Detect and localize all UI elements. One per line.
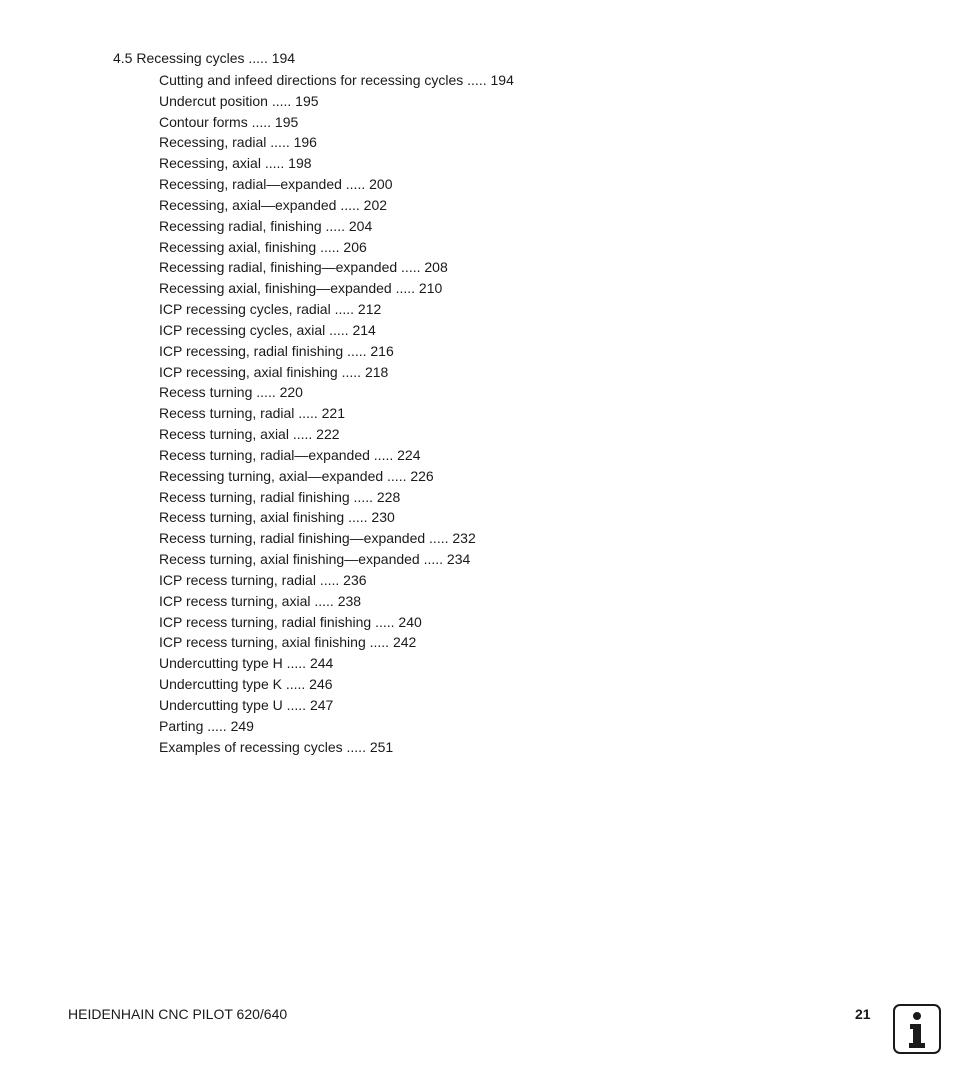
- toc-entry[interactable]: ICP recessing cycles, axial ..... 214: [159, 321, 376, 338]
- toc-entry[interactable]: Recessing, radial—expanded ..... 200: [159, 176, 393, 193]
- toc-entry[interactable]: Undercut position ..... 195: [159, 92, 319, 109]
- toc-entry[interactable]: Recessing axial, finishing—expanded ..... 210: [159, 280, 443, 297]
- toc-entry[interactable]: ICP recess turning, radial ..... 236: [159, 571, 367, 588]
- toc-entry[interactable]: Recessing axial, finishing ..... 206: [159, 238, 367, 255]
- toc-entry-list: [159, 70, 514, 757]
- toc-entry[interactable]: Recessing radial, finishing—expanded ..... 208: [159, 259, 448, 276]
- toc-entry[interactable]: ICP recess turning, radial finishing ..... 240: [159, 613, 422, 630]
- toc-entry[interactable]: Recessing, axial—expanded ..... 202: [159, 196, 388, 213]
- toc-entry[interactable]: Recessing radial, finishing ..... 204: [159, 217, 373, 234]
- toc-entry[interactable]: Recess turning, axial finishing—expanded ..... 234: [159, 551, 471, 568]
- toc-entry[interactable]: Recess turning, radial—expanded ..... 224: [159, 446, 421, 463]
- toc-entry[interactable]: Recessing, radial ..... 196: [159, 134, 317, 151]
- page-number: 21: [855, 1006, 871, 1022]
- toc-entry[interactable]: Recessing turning, axial—expanded ..... 226: [159, 467, 434, 484]
- info-icon: [893, 1004, 941, 1054]
- footer-title: HEIDENHAIN CNC PILOT 620/640: [68, 1006, 288, 1022]
- toc-entry[interactable]: Recess turning ..... 220: [159, 384, 303, 401]
- toc-entry[interactable]: Recess turning, axial finishing ..... 230: [159, 509, 395, 526]
- toc-entry[interactable]: ICP recessing cycles, radial ..... 212: [159, 301, 382, 318]
- toc-entry[interactable]: Recess turning, radial ..... 221: [159, 405, 345, 422]
- toc-entry[interactable]: Cutting and infeed directions for recessing cycles ..... 194: [159, 72, 514, 88]
- toc-entry[interactable]: Recessing, axial ..... 198: [159, 155, 312, 172]
- toc-entry[interactable]: ICP recessing, radial finishing ..... 216: [159, 342, 394, 359]
- toc-entry[interactable]: Contour forms ..... 195: [159, 113, 299, 130]
- toc-entry[interactable]: Undercutting type H ..... 244: [159, 655, 334, 672]
- toc-entry[interactable]: Examples of recessing cycles ..... 251: [159, 738, 394, 755]
- toc-entry[interactable]: Recess turning, radial finishing—expanded ..... 232: [159, 530, 476, 547]
- toc-entry[interactable]: Recess turning, radial finishing ..... 228: [159, 488, 401, 505]
- toc-entry[interactable]: Undercutting type U ..... 247: [159, 696, 334, 713]
- toc-entry[interactable]: Recess turning, axial ..... 222: [159, 426, 340, 443]
- toc-entry[interactable]: Undercutting type K ..... 246: [159, 676, 333, 693]
- toc-entry[interactable]: ICP recessing, axial finishing ..... 218: [159, 363, 389, 380]
- toc-entry[interactable]: ICP recess turning, axial ..... 238: [159, 592, 362, 609]
- toc-entry[interactable]: ICP recess turning, axial finishing ..... 242: [159, 634, 417, 651]
- toc-section-heading[interactable]: 4.5 Recessing cycles ..... 194: [113, 50, 296, 66]
- toc-entry[interactable]: Parting ..... 249: [159, 717, 254, 734]
